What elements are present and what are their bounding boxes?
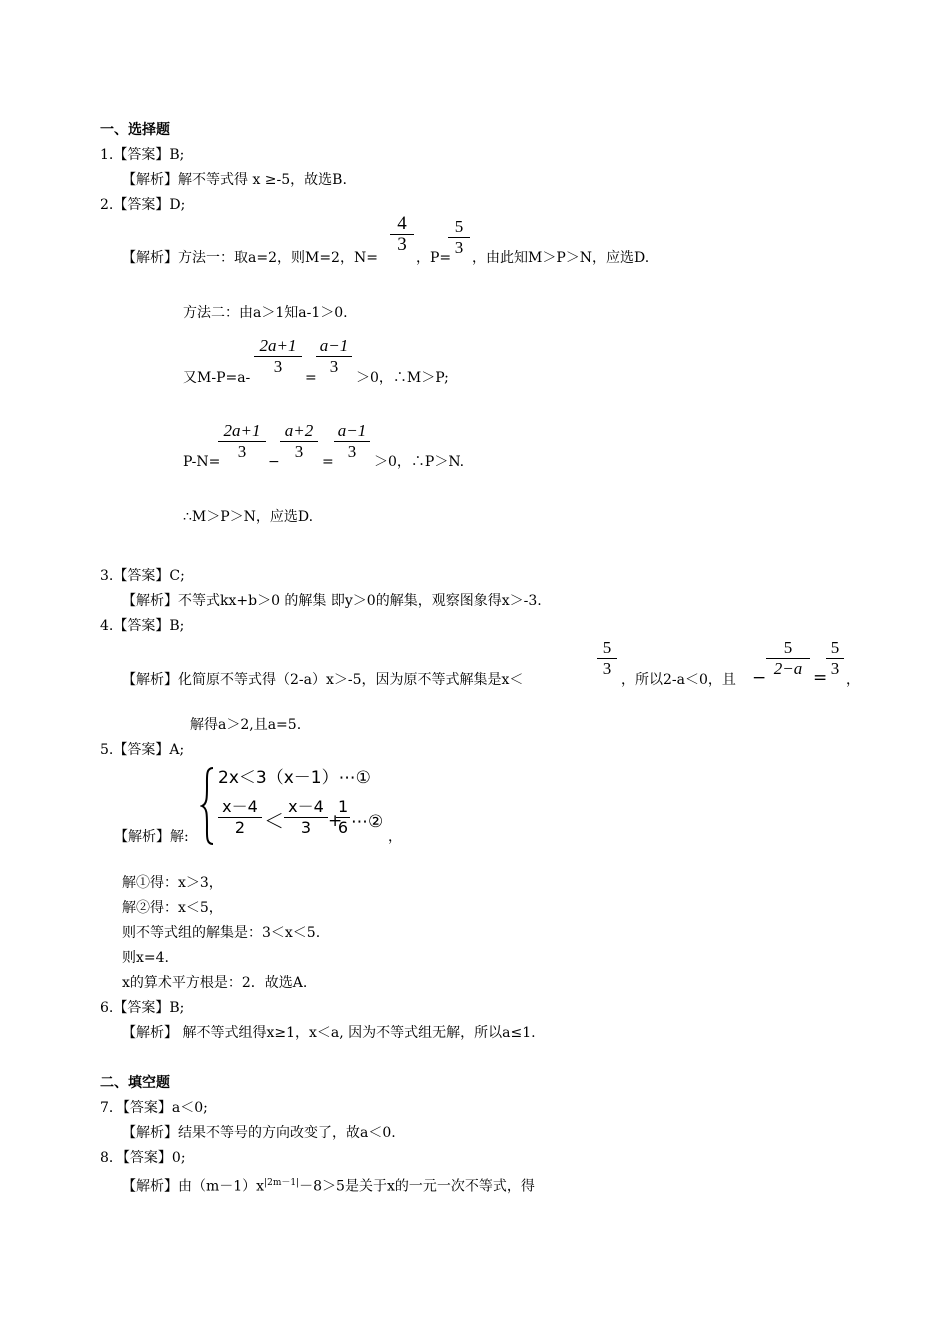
q6-analysis: 【解析】 解不等式组得x≥1，x＜a, 因为不等式组无解，所以a≤1. [122, 1025, 536, 1041]
q4-analysis-mid: ，所以2-a＜0，且 [621, 672, 736, 688]
system-plus: + [328, 811, 343, 831]
q2-method1-prefix: 【解析】方法一：取a=2，则M=2，N= [122, 250, 378, 266]
section-title-choice: 一、选择题 [100, 122, 170, 138]
q5-line3: 则不等式组的解集是：3＜x＜5. [122, 925, 321, 941]
fraction-mp-2: a−1 3 [316, 336, 352, 377]
fraction-mp-1: 2a+1 3 [254, 336, 302, 377]
q8-answer: 8．【答案】0; [100, 1150, 186, 1166]
q2-method2-line1: 方法二：由a＞1知a-1＞0. [183, 305, 348, 321]
q1-answer: 1.【答案】B; [100, 147, 185, 163]
system-brace-icon [200, 766, 216, 846]
system-fraction-1: x－4 2 [218, 797, 262, 838]
fraction-pn-1: 2a+1 3 [218, 421, 266, 462]
q4-answer: 4.【答案】B; [100, 618, 185, 634]
q8-suffix: －8＞5是关于x的一元一次不等式，得 [299, 1178, 535, 1195]
q2-conclusion: ∴M＞P＞N，应选D. [183, 509, 314, 525]
fraction-neg-5-over-2-minus-a: 5 2−a [766, 638, 810, 679]
q8-analysis [122, 1174, 535, 1196]
q2-pn-prefix: P-N= [183, 454, 221, 470]
q2-p-label: ，P= [416, 250, 452, 266]
q2-pn-minus: − [268, 454, 280, 470]
q4-comma: ， [846, 672, 860, 688]
fraction-n: 4 3 [390, 214, 414, 255]
q5-answer: 5.【答案】A; [100, 742, 185, 758]
section-title-fill: 二、填空题 [100, 1075, 170, 1091]
q2-mp-suffix: ＞0，∴M＞P; [356, 370, 449, 386]
q2-mp-prefix: 又M-P=a- [183, 370, 251, 386]
system-fraction-3: 1 6 [337, 797, 349, 837]
q6-answer: 6.【答案】B; [100, 1000, 185, 1016]
system-inequality-1: 2x＜3（x－1）⋯① [218, 768, 371, 788]
q5-line1: 解①得：x＞3， [122, 875, 223, 891]
q2-pn-eq: = [322, 454, 334, 470]
q4-neg-sign: − [752, 668, 767, 688]
q5-line4: 则x=4. [122, 950, 169, 966]
q3-answer: 3.【答案】C; [100, 568, 185, 584]
q8-exponent: |2m－1| [264, 1178, 300, 1188]
q2-pn-suffix: ＞0，∴P＞N. [374, 454, 465, 470]
q4-line2: 解得a＞2,且a=5. [190, 717, 302, 733]
q2-method1-suffix: ，由此知M＞P＞N，应选D. [472, 250, 650, 266]
q7-answer: 7．【答案】a＜0; [100, 1100, 208, 1116]
system-comma: ， [388, 829, 402, 845]
q7-analysis: 【解析】结果不等号的方向改变了，故a＜0. [122, 1125, 396, 1141]
q2-mp-eq: = [305, 370, 317, 386]
q2-answer: 2.【答案】D; [100, 197, 186, 213]
system-lt: ＜ [264, 809, 284, 833]
q5-line2: 解②得：x＜5， [122, 900, 223, 916]
system-fraction-2: x－4 3 [284, 797, 328, 838]
q5-label: 【解析】解: [114, 829, 189, 845]
q5-line5: x的算术平方根是：2．故选A. [122, 975, 308, 991]
q1-analysis: 【解析】解不等式得 x ≥-5，故选B. [122, 172, 347, 188]
fraction-p: 5 3 [448, 217, 470, 258]
fraction-pn-3: a−1 3 [334, 421, 370, 462]
fraction-5-over-3: 5 3 [826, 638, 844, 679]
q4-eq: = [813, 668, 828, 688]
q4-analysis-prefix: 【解析】化简原不等式得（2-a）x＞-5，因为原不等式解集是x＜ [122, 672, 524, 688]
fraction-solution: 5 3 [597, 638, 617, 679]
q8-prefix: 【解析】由（m－1）x [122, 1178, 265, 1195]
q3-analysis: 【解析】不等式kx+b＞0 的解集 即y＞0的解集，观察图象得x＞-3. [122, 593, 542, 609]
fraction-pn-2: a+2 3 [280, 421, 318, 462]
system-inequality-2-tail: ⋯② [351, 812, 384, 832]
